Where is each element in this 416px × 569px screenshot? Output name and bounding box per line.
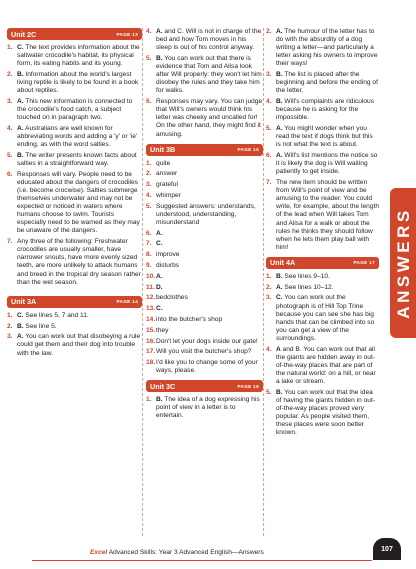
- answer-letter: B.: [276, 388, 283, 396]
- page-number: 107: [373, 538, 401, 560]
- answer-body: and C. Will is not in charge of the bed and how Tom moves in his sleep is out of his control anyway.: [156, 28, 262, 52]
- answer-body: You can work out that the idea of having the giants hidden in out-of-the-way places proved very popular. As people visited them, these places were soon better known.: [276, 388, 375, 437]
- answer-body: See lines 5, 7 and 11.: [23, 311, 89, 319]
- answer-item: [7, 312, 142, 320]
- answer-body: Responses will vary. People need to be educated about the dangers of crocodiles (i.e. become crocwise). Salties submerge themselves underwater and may not be expected or noticed in waters where humans choose to swim. Tourists especially need to be warned as they may be unaware of the dangers.: [17, 170, 140, 235]
- answer-text: [276, 28, 379, 68]
- answer-item: [146, 338, 263, 346]
- answer-item: [146, 170, 263, 178]
- answer-number: 5.: [266, 388, 272, 396]
- answer-text: [17, 171, 142, 236]
- answer-number: 14.: [146, 315, 156, 323]
- answer-number: 16.: [146, 337, 156, 345]
- answer-letter: A.: [17, 124, 24, 132]
- answer-number: 7.: [7, 238, 13, 246]
- answer-number: 2.: [266, 28, 272, 35]
- answer-text: [156, 262, 179, 270]
- answer-body: Information about the world's largest living reptile is likely to be found in a book about reptiles.: [17, 70, 139, 95]
- answer-item: [266, 125, 379, 149]
- unit-3a-header: [7, 296, 142, 308]
- answer-text: [156, 160, 170, 168]
- answer-text: [156, 203, 263, 227]
- answer-item: [266, 346, 379, 386]
- answer-item: [146, 327, 263, 335]
- answer-list: [266, 273, 379, 438]
- answers-tab-label: ANSWERS: [394, 207, 413, 319]
- answer-number: 6.: [7, 170, 13, 178]
- answer-body: Don't let your dogs inside our gate!: [156, 337, 258, 345]
- answer-letter: A.: [156, 28, 163, 35]
- answer-text: [156, 327, 168, 335]
- answer-text: [276, 294, 379, 343]
- answer-body: You can work out that there is evidence that Tom and Alisa look after Will properly: they won't let him disobey the rules and they take him for walks.: [156, 54, 262, 95]
- answer-item: [7, 152, 142, 168]
- answer-letter: C.: [156, 240, 163, 248]
- answer-text: [156, 98, 263, 138]
- answer-body: The writer presents known facts about salties in a straightforward way.: [17, 151, 137, 167]
- answer-item: [266, 71, 379, 95]
- answer-text: [156, 338, 258, 346]
- answer-list: [7, 312, 142, 358]
- answer-letter: C.: [17, 311, 24, 319]
- answer-list: [146, 28, 263, 139]
- answer-letter: B.: [156, 396, 163, 404]
- answer-text: [17, 44, 142, 68]
- answer-body: Australians are well known for abbreviating words and adding a 'y' or 'ie' ending, as with the word salties.: [17, 124, 138, 149]
- answer-number: 2.: [146, 170, 152, 178]
- footer-rule: [32, 560, 372, 561]
- answer-body: You can work out the photograph is of Hill Top Trine because you can see she has big hands that can be climbed into so you can get a view of the surroundings.: [276, 294, 375, 342]
- answer-letter: C.: [17, 44, 24, 51]
- unit-3c-header: [146, 380, 263, 392]
- answer-number: 5.: [146, 54, 152, 62]
- answer-item: [266, 179, 379, 252]
- answer-text: [156, 316, 222, 324]
- answer-letter: A.: [17, 333, 24, 341]
- answer-letter: D.: [156, 283, 163, 291]
- answer-item: [146, 396, 263, 420]
- answer-number: 1.: [7, 311, 13, 319]
- answer-text: [156, 251, 179, 259]
- answer-body: quite: [156, 159, 171, 167]
- answer-body: Will you visit the butcher's shop?: [156, 348, 252, 356]
- answer-letter: A.: [156, 272, 163, 280]
- footer-brand: Excel: [90, 549, 108, 556]
- answer-item: [146, 262, 263, 270]
- answer-text: [156, 192, 181, 200]
- answer-text: [156, 273, 163, 281]
- answer-item: [7, 238, 142, 287]
- answer-item: [7, 44, 142, 68]
- answer-body: This new information is connected to the crocodile's food catch, a subject touched on in paragraph two.: [17, 97, 133, 122]
- answer-number: 3.: [266, 71, 272, 79]
- answer-letter: B.: [276, 98, 283, 106]
- answer-body: The idea of a dog expressing his point of view in a letter is to entertain.: [156, 396, 260, 420]
- column-3: [266, 28, 379, 442]
- answer-item: [7, 71, 142, 95]
- answer-number: 2.: [266, 283, 272, 291]
- answer-text: [276, 71, 379, 95]
- answer-body: The new item should be written from Will's point of view and be amusing to the reader. You could write, for example, about the length of the lead when Will takes Tom and Alisa for a walk or about the rules he thinks they should follow when he lets them play ball with him!: [276, 179, 379, 251]
- answer-number: 5.: [7, 151, 13, 159]
- answer-body: Any three of the following: Freshwater crocodiles are usually smaller, have narrower snouts, have more evenly sized teeth, are more unlikely to attack humans and breed in the tropical dry season rather than the wet season.: [17, 238, 141, 286]
- answer-number: 8.: [146, 251, 152, 259]
- answer-text: [156, 359, 263, 375]
- answer-text: [276, 152, 379, 176]
- answer-item: [266, 294, 379, 343]
- answer-body: I'd like you to change some of your ways, please.: [156, 359, 258, 375]
- answer-item: [146, 359, 263, 375]
- unit-3b-header: [146, 144, 263, 156]
- answer-number: 3.: [146, 181, 152, 189]
- answer-item: [266, 28, 379, 68]
- answer-body: The humour of the letter has to do with the absurdity of a dog writing a letter—and particularly a letter asking his owners to improve their ways!: [276, 28, 378, 68]
- answer-item: [266, 273, 379, 281]
- answer-number: 3.: [266, 294, 272, 302]
- unit-2c-header: [7, 28, 142, 40]
- answer-body: You might wonder when you read the text if dogs think but this is not what the text is about.: [276, 125, 373, 149]
- unit-page: PAGE 14: [116, 299, 138, 305]
- answer-number: 4.: [266, 345, 272, 353]
- answer-letter: B.: [17, 70, 24, 78]
- unit-page: PAGE 15: [237, 147, 259, 153]
- footer: [90, 549, 264, 556]
- answer-text: [156, 170, 177, 178]
- answer-text: [156, 55, 263, 95]
- answer-item: [266, 152, 379, 176]
- answer-item: [146, 28, 263, 52]
- answer-number: 15.: [146, 326, 156, 334]
- answer-item: [266, 98, 379, 122]
- answer-list: [7, 44, 142, 287]
- answer-body: See line 5.: [23, 322, 57, 330]
- answer-text: [156, 348, 251, 356]
- answers-side-tab: [390, 188, 416, 338]
- answer-item: [146, 284, 263, 292]
- answer-body: they: [156, 326, 169, 334]
- unit-title: Unit 3A: [11, 297, 37, 307]
- answer-letter: A.: [156, 229, 163, 237]
- unit-page: PAGE 13: [116, 31, 138, 37]
- answer-body: The list is placed after the beginning and before the ending of the letter.: [276, 71, 378, 95]
- answer-item: [146, 348, 263, 356]
- answer-letter: A.: [276, 152, 283, 160]
- unit-title: Unit 2C: [11, 29, 37, 39]
- answer-text: [17, 125, 142, 149]
- answer-item: [146, 240, 263, 248]
- unit-title: Unit 4A: [270, 258, 296, 268]
- answer-item: [7, 323, 142, 331]
- answer-item: [146, 294, 263, 302]
- answer-body: grateful: [156, 181, 178, 189]
- answer-number: 10.: [146, 272, 156, 280]
- column-divider: [263, 28, 264, 536]
- answer-item: [146, 230, 263, 238]
- answer-body: Suggested answers: understands, understood, understanding, misunderstand: [156, 202, 256, 226]
- answer-number: 6.: [146, 229, 152, 237]
- answer-body: disturbs: [156, 262, 180, 270]
- answer-number: 3.: [7, 333, 13, 341]
- answer-number: 9.: [146, 262, 152, 270]
- answer-body: improve: [156, 251, 180, 259]
- answer-letter: B.: [17, 322, 24, 330]
- answer-number: 3.: [7, 97, 13, 105]
- answer-text: [276, 98, 379, 122]
- unit-title: Unit 3C: [150, 381, 176, 391]
- column-divider: [142, 28, 143, 536]
- unit-4a-header: [266, 257, 379, 269]
- answer-item: [146, 55, 263, 95]
- answer-text: [276, 284, 334, 292]
- answer-text: [17, 333, 142, 357]
- answer-item: [146, 305, 263, 313]
- answer-item: [146, 316, 263, 324]
- answer-number: 1.: [146, 159, 152, 167]
- answer-number: 7.: [146, 240, 152, 248]
- answer-body: whimper: [156, 191, 181, 199]
- answer-item: [146, 251, 263, 259]
- answer-item: [7, 171, 142, 236]
- answer-body: You can work out that disobeying a rule could get them and their dog into trouble with the law.: [17, 333, 141, 357]
- answer-number: 5.: [266, 125, 272, 133]
- answer-item: [7, 333, 142, 357]
- answer-item: [146, 160, 263, 168]
- answer-number: 1.: [146, 396, 152, 404]
- answer-body: Will's list mentions the notice so it is likely the dog is Will waiting patiently to get inside.: [276, 152, 378, 176]
- answer-list: [146, 160, 263, 376]
- answer-letter: B.: [156, 54, 163, 62]
- unit-page: PAGE 17: [353, 260, 375, 266]
- answer-text: [17, 98, 142, 122]
- answer-number: 17.: [146, 348, 156, 356]
- answer-body: into the butcher's shop: [156, 315, 223, 323]
- answer-text: [156, 28, 263, 52]
- answer-number: 6.: [146, 98, 152, 106]
- answer-body: The text provides information about the saltwater crocodile's habitat, its physical form, its eating habits and its young.: [17, 44, 140, 68]
- answer-letter: A.: [276, 125, 283, 133]
- answer-letter: B.: [276, 272, 283, 280]
- answer-number: 18.: [146, 359, 156, 367]
- answer-number: 6.: [266, 152, 272, 160]
- answer-letter: A: [276, 345, 281, 353]
- answer-body: See lines 9–10.: [282, 272, 330, 280]
- answer-number: 13.: [146, 305, 156, 313]
- answer-text: [156, 230, 163, 238]
- answer-item: [146, 98, 263, 138]
- answer-text: [17, 323, 57, 331]
- column-1: [7, 28, 142, 363]
- answer-item: [146, 192, 263, 200]
- footer-title: Advanced Skills: Year 3 Advanced English—Answers: [107, 549, 264, 556]
- answer-item: [146, 273, 263, 281]
- answer-letter: B.: [17, 151, 24, 159]
- answer-list: [266, 28, 379, 252]
- column-2: [146, 28, 263, 426]
- answer-letter: C.: [276, 294, 283, 302]
- answer-item: [146, 203, 263, 227]
- answer-item: [7, 125, 142, 149]
- answer-number: 5.: [146, 202, 152, 210]
- answer-text: [156, 284, 163, 292]
- answer-letter: A.: [276, 28, 283, 35]
- answer-text: [156, 240, 163, 248]
- answer-list: [146, 396, 263, 420]
- answer-text: [17, 71, 142, 95]
- answer-item: [146, 181, 263, 189]
- answer-text: [276, 125, 379, 149]
- answer-body: answer: [156, 170, 178, 178]
- answer-letter: B.: [276, 71, 283, 79]
- answer-number: 12.: [146, 294, 156, 302]
- answer-item: [266, 389, 379, 438]
- answer-item: [7, 98, 142, 122]
- answer-number: 4.: [146, 28, 152, 35]
- answer-body: See lines 10–12.: [282, 283, 334, 291]
- answer-number: 4.: [7, 124, 13, 132]
- answer-text: [276, 346, 379, 386]
- answer-number: 1.: [266, 272, 272, 280]
- unit-page: PAGE 16: [237, 383, 259, 389]
- answer-number: 7.: [266, 179, 272, 187]
- answer-number: 2.: [7, 322, 13, 330]
- answer-number: 2.: [7, 70, 13, 78]
- answer-text: [17, 312, 89, 320]
- answer-text: [156, 396, 263, 420]
- answer-text: [156, 294, 188, 302]
- answer-text: [276, 389, 379, 438]
- answer-body: Responses may vary. You can judge that Will's owners would think his letter was cheeky and uncalled for! On the other hand, they might find it amusing.: [156, 98, 263, 138]
- answer-text: [156, 181, 178, 189]
- answer-text: [276, 273, 330, 281]
- answer-text: [17, 152, 142, 168]
- answer-body: and B. You can work out that all the giants are hidden away in out-of-the-way places that are part of the natural world: on a hill, or near a lake or stream.: [276, 345, 376, 386]
- answer-number: 4.: [266, 98, 272, 106]
- answer-item: [266, 284, 379, 292]
- answer-number: 1.: [7, 44, 13, 51]
- answer-letter: C.: [156, 305, 163, 313]
- answer-body: Will's complaints are ridiculous because he is asking for the impossible.: [276, 98, 374, 122]
- answer-body: bedclothes: [156, 294, 188, 302]
- answer-letter: A.: [276, 283, 283, 291]
- answer-text: [276, 179, 379, 252]
- answer-number: 4.: [146, 191, 152, 199]
- answer-number: 11.: [146, 283, 155, 291]
- answer-text: [17, 238, 142, 287]
- answer-text: [156, 305, 163, 313]
- answer-letter: A.: [17, 97, 24, 105]
- unit-title: Unit 3B: [150, 145, 176, 155]
